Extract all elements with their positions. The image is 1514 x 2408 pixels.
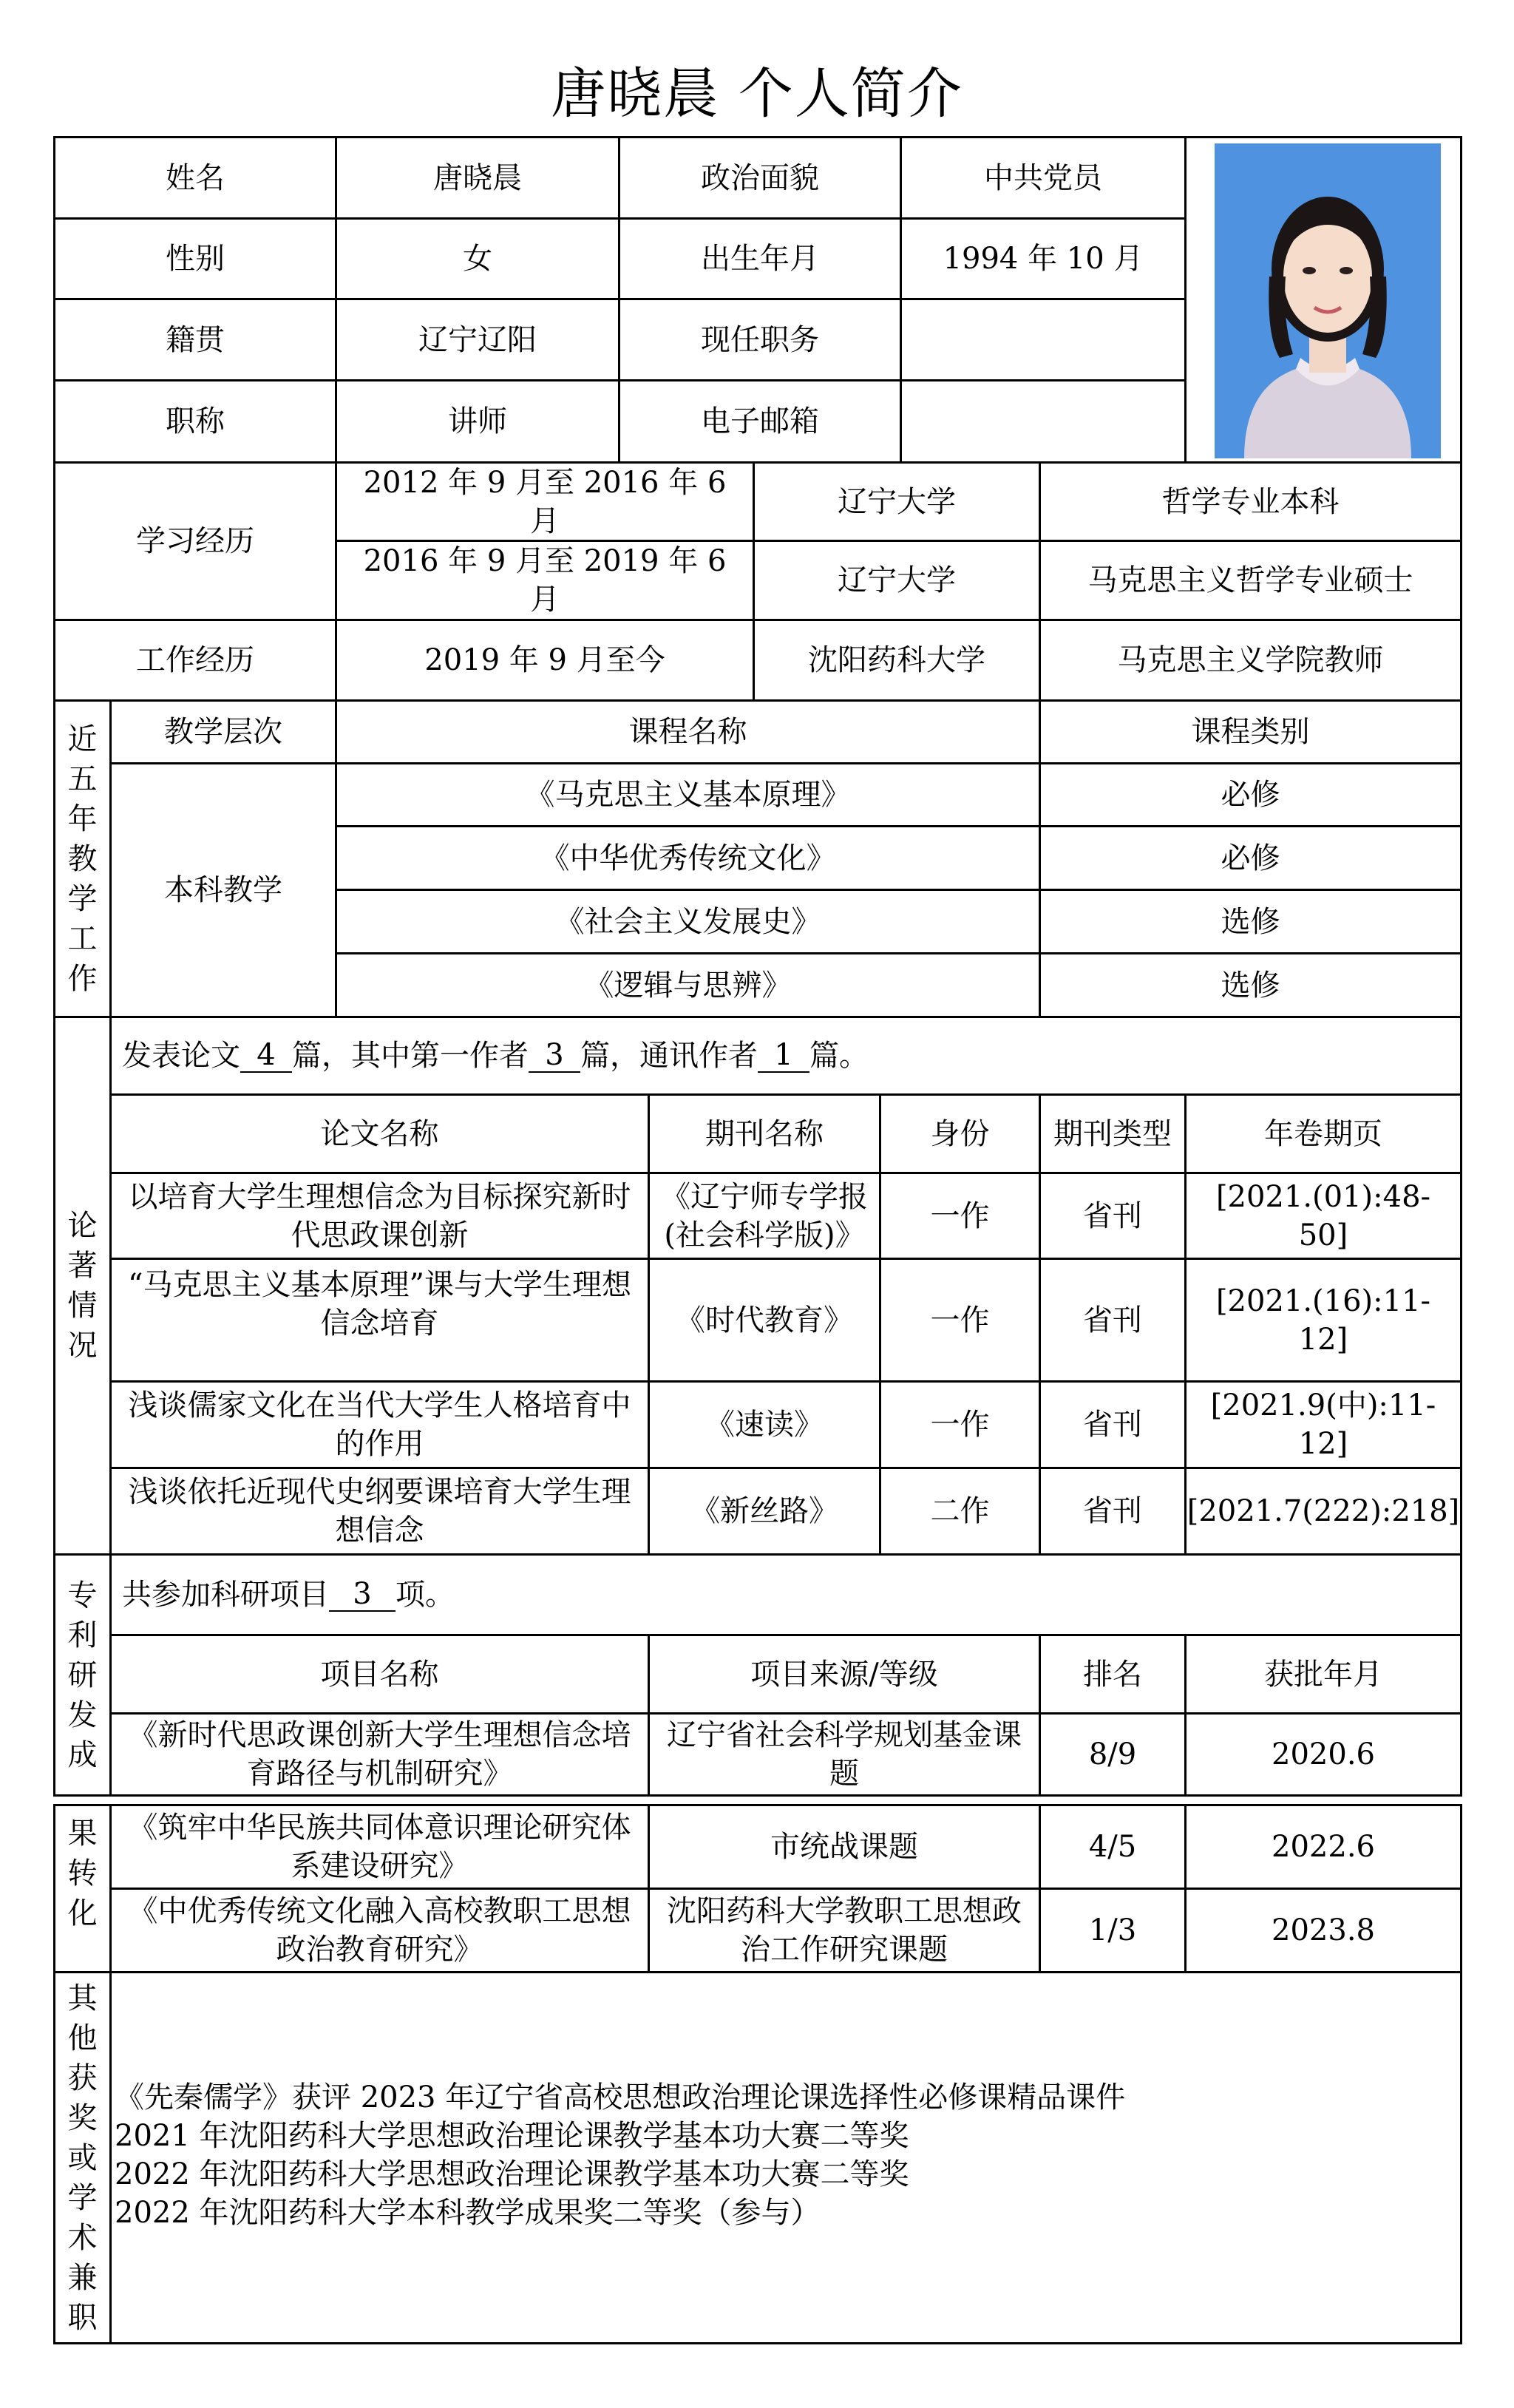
paper-pages-4: [2021.7(222):218]	[1184, 1467, 1462, 1556]
projects-side-label-2: 果 转 化	[53, 1804, 112, 1973]
paper-journal-2: 《时代教育》	[648, 1258, 881, 1383]
papers-first-author: 3	[529, 1039, 580, 1073]
birth-label: 出生年月	[618, 217, 902, 300]
work-role: 马克思主义学院教师	[1039, 619, 1462, 702]
politics-value: 中共党员	[900, 136, 1187, 220]
awards-list	[109, 1971, 1462, 2344]
paper-role-4: 二作	[879, 1467, 1041, 1556]
projects-header-date: 获批年月	[1184, 1634, 1462, 1715]
project-rank-2: 4/5	[1039, 1804, 1187, 1890]
paper-pages-1: [2021.(01):48-50]	[1184, 1172, 1462, 1260]
paper-jtype-2: 省刊	[1039, 1258, 1187, 1383]
paper-jtype-3: 省刊	[1039, 1380, 1187, 1469]
work-label: 工作经历	[53, 619, 337, 702]
politics-label: 政治面貌	[618, 136, 902, 220]
project-rank-3: 1/3	[1039, 1888, 1187, 1973]
rank-value: 讲师	[335, 379, 620, 464]
paper-journal-3: 《速读》	[648, 1380, 881, 1469]
teaching-side-label: 近 五 年 教 学 工 作	[53, 699, 112, 1018]
paper-title-4: 浅谈依托近现代史纲要课培育大学生理 想信念	[109, 1467, 650, 1556]
project-date-3: 2023.8	[1184, 1888, 1462, 1973]
email-label: 电子邮箱	[618, 379, 902, 464]
position-value	[900, 298, 1187, 381]
email-value	[900, 379, 1187, 464]
course-name-4: 《逻辑与思辨》	[335, 952, 1041, 1018]
course-type-4: 选修	[1039, 952, 1462, 1018]
project-rank-1: 8/9	[1039, 1712, 1187, 1797]
teaching-header-course: 课程名称	[335, 699, 1041, 764]
portrait-photo-icon	[1215, 143, 1441, 458]
edu-school-1: 辽宁大学	[753, 461, 1041, 542]
paper-title-2: “马克思主义基本原理”课与大学生理想 信念培育	[109, 1258, 650, 1383]
work-org: 沈阳药科大学	[753, 619, 1041, 702]
projects-summary: 共参加科研项目 3 项。	[109, 1553, 1462, 1636]
project-date-1: 2020.6	[1184, 1712, 1462, 1797]
edu-school-2: 辽宁大学	[753, 540, 1041, 621]
award-item-1: 《先秦儒学》获评 2023 年辽宁省高校思想政治理论课选择性必修课精品课件	[115, 2080, 1126, 2114]
awards-side-label: 其 他 获 奖 或 学 术 兼 职	[53, 1971, 112, 2344]
edu-period-2: 2016 年 9 月至 2019 年 6 月	[335, 540, 755, 621]
origin-value: 辽宁辽阳	[335, 298, 620, 381]
projects-side-label-1: 专 利 研 发 成	[53, 1553, 112, 1797]
paper-jtype-4: 省刊	[1039, 1467, 1187, 1556]
education-label: 学习经历	[53, 461, 337, 621]
papers-header-role: 身份	[879, 1093, 1041, 1174]
position-label: 现任职务	[618, 298, 902, 381]
papers-header-title: 论文名称	[109, 1093, 650, 1174]
project-source-3: 沈阳药科大学教职工思想政 治工作研究课题	[648, 1888, 1041, 1973]
paper-title-3: 浅谈儒家文化在当代大学生人格培育中 的作用	[109, 1380, 650, 1469]
edu-degree-1: 哲学专业本科	[1039, 461, 1462, 542]
paper-journal-1: 《辽宁师专学报 (社会科学版)》	[648, 1172, 881, 1260]
portrait-photo	[1215, 143, 1441, 458]
paper-journal-4: 《新丝路》	[648, 1467, 881, 1556]
birth-value: 1994 年 10 月	[900, 217, 1187, 300]
teaching-header-level: 教学层次	[109, 699, 337, 764]
course-type-1: 必修	[1039, 762, 1462, 827]
edu-degree-2: 马克思主义哲学专业硕士	[1039, 540, 1462, 621]
project-source-1: 辽宁省社会科学规划基金课 题	[648, 1712, 1041, 1797]
work-period: 2019 年 9 月至今	[335, 619, 755, 702]
project-date-2: 2022.6	[1184, 1804, 1462, 1890]
award-item-3: 2022 年沈阳药科大学思想政治理论课教学基本功大赛二等奖	[115, 2157, 909, 2191]
project-name-3: 《中优秀传统文化融入高校教职工思想 政治教育研究》	[109, 1888, 650, 1973]
gender-value: 女	[335, 217, 620, 300]
gender-label: 性别	[53, 217, 337, 300]
award-item-2: 2021 年沈阳药科大学思想政治理论课教学基本功大赛二等奖	[115, 2119, 909, 2153]
papers-corresponding: 1	[758, 1039, 809, 1073]
course-type-3: 选修	[1039, 889, 1462, 954]
paper-jtype-1: 省刊	[1039, 1172, 1187, 1260]
papers-header-journal: 期刊名称	[648, 1093, 881, 1174]
page-title: 唐晓晨 个人简介	[551, 62, 963, 126]
paper-role-1: 一作	[879, 1172, 1041, 1260]
paper-pages-3: [2021.9(中):11-12]	[1184, 1380, 1462, 1469]
papers-side-label: 论 著 情 况	[53, 1016, 112, 1556]
projects-header-rank: 排名	[1039, 1634, 1187, 1715]
course-name-2: 《中华优秀传统文化》	[335, 825, 1041, 891]
name-value: 唐晓晨	[335, 136, 620, 220]
course-name-1: 《马克思主义基本原理》	[335, 762, 1041, 827]
papers-total: 4	[240, 1039, 292, 1073]
papers-header-jtype: 期刊类型	[1039, 1093, 1187, 1174]
course-name-3: 《社会主义发展史》	[335, 889, 1041, 954]
project-name-2: 《筑牢中华民族共同体意识理论研究体 系建设研究》	[109, 1804, 650, 1890]
paper-role-3: 一作	[879, 1380, 1041, 1469]
papers-header-pages: 年卷期页	[1184, 1093, 1462, 1174]
origin-label: 籍贯	[53, 298, 337, 381]
paper-pages-2: [2021.(16):11-12]	[1184, 1258, 1462, 1383]
award-item-4: 2022 年沈阳药科大学本科教学成果奖二等奖（参与）	[115, 2196, 821, 2230]
teaching-level: 本科教学	[109, 762, 337, 1018]
rank-label: 职称	[53, 379, 337, 464]
projects-count: 3	[329, 1578, 396, 1612]
project-source-2: 市统战课题	[648, 1804, 1041, 1890]
teaching-header-type: 课程类别	[1039, 699, 1462, 764]
project-name-1: 《新时代思政课创新大学生理想信念培 育路径与机制研究》	[109, 1712, 650, 1797]
projects-header-name: 项目名称	[109, 1634, 650, 1715]
paper-title-1: 以培育大学生理想信念为目标探究新时 代思政课创新	[109, 1172, 650, 1260]
papers-summary: 发表论文 4 篇，其中第一作者 3 篇，通讯作者 1 篇。	[109, 1016, 1462, 1096]
projects-header-source: 项目来源/等级	[648, 1634, 1041, 1715]
name-label: 姓名	[53, 136, 337, 220]
paper-role-2: 一作	[879, 1258, 1041, 1383]
course-type-2: 必修	[1039, 825, 1462, 891]
edu-period-1: 2012 年 9 月至 2016 年 6 月	[335, 461, 755, 542]
